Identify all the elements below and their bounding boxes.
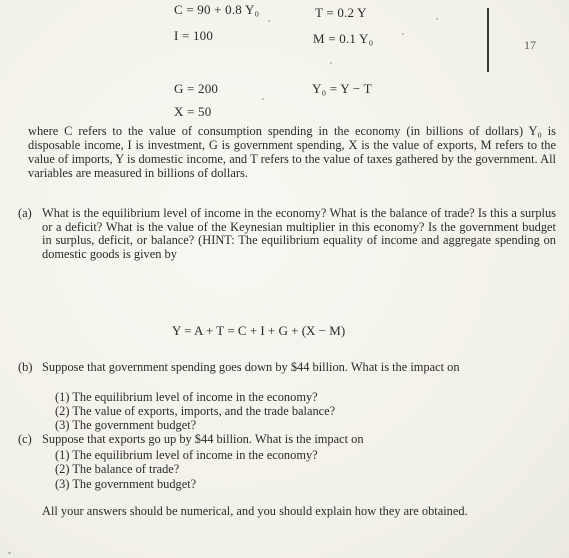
scan-speck <box>268 20 270 22</box>
page-number: 17 <box>524 38 536 52</box>
part-c-item-2: (2) The balance of trade? <box>55 462 180 476</box>
scan-speck <box>402 33 404 35</box>
scan-speck <box>262 98 264 100</box>
question-part-a <box>18 207 556 261</box>
part-c-label: (c) <box>18 432 32 446</box>
part-b-text: Suppose that government spending goes down by $44 billion. What is the impact on <box>42 360 460 374</box>
equation-investment: I = 100 <box>174 28 214 43</box>
part-c-item-1: (1) The equilibrium level of income in the economy? <box>55 448 318 462</box>
closing-instruction <box>42 505 556 519</box>
equation-government: G = 200 <box>174 81 219 96</box>
part-a-text: What is the equilibrium level of income in the economy? What is the balance of trade? Is this a surplus or a deficit? What is the value of the Keynesian multiplier in this economy? Is the government budget in surplus, deficit, or balance? (HINT: The equilibrium equality of income and aggregate spending on domestic goods is given by <box>42 206 556 261</box>
equation-disposable-income: Y₀ = Y − T <box>312 81 372 96</box>
part-b-item-1: (1) The equilibrium level of income in the economy? <box>55 390 318 404</box>
part-b-item-3: (3) The government budget? <box>55 418 197 432</box>
part-c-text: Suppose that exports go up by $44 billion. What is the impact on <box>42 432 364 446</box>
part-b-label: (b) <box>18 360 33 374</box>
scan-speck <box>8 552 11 554</box>
scan-speck <box>330 62 332 64</box>
equation-exports: X = 50 <box>174 104 212 119</box>
closing-text: All your answers should be numerical, and you should explain how they are obtained. <box>42 504 468 518</box>
part-b-item-2: (2) The value of exports, imports, and the trade balance? <box>55 404 336 418</box>
margin-rule <box>487 8 489 72</box>
scan-speck <box>436 18 438 20</box>
question-part-b <box>18 361 556 375</box>
equation-taxes: T = 0.2 Y <box>315 5 367 20</box>
part-c-item-3: (3) The government budget? <box>55 477 197 491</box>
variable-definitions-paragraph: where C refers to the value of consumption spending in the economy (in billions of dollars) Y₀ is disposable income, I is investment, G is government spending, X is the value of exports, M refers to the value of imports, Y is domestic income, and T refers to the value of taxes gathered by the government. All variables are measured in billions of dollars. <box>28 124 556 180</box>
equation-consumption: C = 90 + 0.8 Y₀ <box>174 2 260 17</box>
question-part-c <box>18 433 556 447</box>
part-a-label: (a) <box>18 206 32 220</box>
equilibrium-formula: Y = A + T = C + I + G + (X − M) <box>172 323 346 338</box>
equation-imports: M = 0.1 Y₀ <box>313 31 374 46</box>
